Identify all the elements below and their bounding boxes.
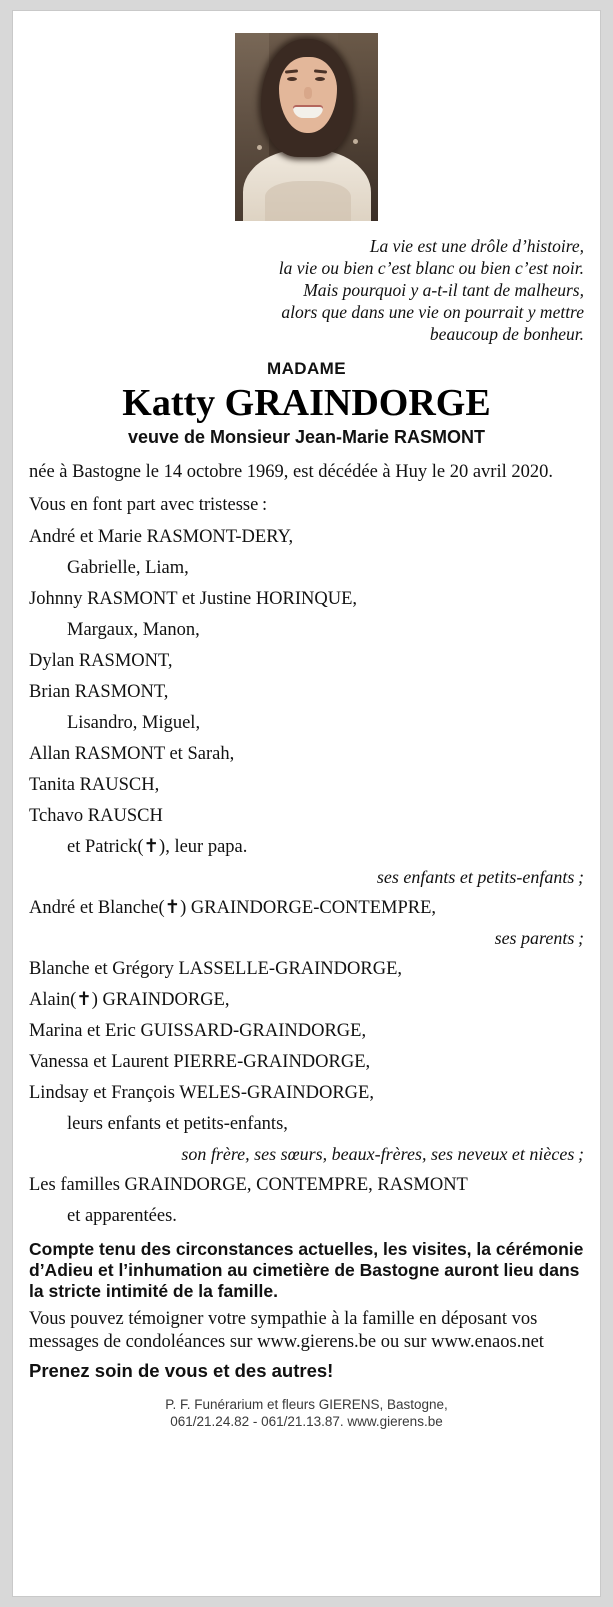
sibling-line: Blanche et Grégory LASSELLE-GRAINDORGE, [29, 959, 403, 979]
family-line: Dylan RASMONT, [29, 651, 173, 671]
deceased-name: Katty GRAINDORGE [122, 382, 491, 424]
parents-line: André et Blanche(✝) GRAINDORGE-CONTEMPRE, [29, 898, 437, 918]
closing-message: Prenez soin de vous et des autres! [29, 1360, 334, 1381]
family-line: Allan RASMONT et Sarah, [29, 744, 235, 764]
condolences-notice: Vous pouvez témoigner votre sympathie à la famille en déposant vos messages de condoléances sur www.gierens.be ou sur www.enaos.net [29, 1309, 544, 1352]
families-line: Les familles GRAINDORGE, CONTEMPRE, RASMONT [29, 1175, 468, 1195]
caption-siblings: son frère, ses sœurs, beaux-frères, ses neveux et nièces ; [181, 1144, 584, 1164]
memorial-card [12, 10, 601, 1597]
sibling-line: Vanessa et Laurent PIERRE-GRAINDORGE, [29, 1052, 371, 1072]
family-line: Lisandro, Miguel, [67, 713, 201, 733]
family-line: Johnny RASMONT et Justine HORINQUE, [29, 589, 358, 609]
family-line: Tchavo RAUSCH [29, 806, 163, 826]
family-line: Tanita RAUSCH, [29, 775, 160, 795]
portrait-photo [235, 33, 378, 221]
family-line: Gabrielle, Liam, [67, 558, 189, 578]
sibling-line: Marina et Eric GUISSARD-GRAINDORGE, [29, 1021, 367, 1041]
caption-children: ses enfants et petits-enfants ; [376, 867, 584, 887]
spouse-line: veuve de Monsieur Jean-Marie RASMONT [127, 427, 486, 447]
portrait-container [29, 33, 584, 221]
family-line: et Patrick(✝), leur papa. [67, 837, 248, 857]
announcement-line: Vous en font part avec tristesse : [29, 495, 268, 515]
footer-line: P. F. Funérarium et fleurs GIERENS, Bastogne, [165, 1397, 448, 1412]
poem-line: alors que dans une vie on pourrait y mettre [281, 302, 584, 322]
honorific: MADAME [267, 359, 346, 378]
sibling-line: Lindsay et François WELES-GRAINDORGE, [29, 1083, 374, 1103]
families-line: et apparentées. [67, 1206, 177, 1226]
poem-line: La vie est une drôle d’histoire, [369, 236, 584, 256]
sibling-line: leurs enfants et petits-enfants, [67, 1114, 288, 1134]
poem [29, 235, 584, 345]
poem-line: la vie ou bien c’est blanc ou bien c’est noir. [278, 258, 584, 278]
sibling-line: Alain(✝) GRAINDORGE, [29, 990, 230, 1010]
poem-line: beaucoup de bonheur. [429, 324, 584, 344]
ceremony-notice: Compte tenu des circonstances actuelles, les visites, la cérémonie d’Adieu et l’inhumation au cimetière de Bastogne auront lieu dans la stricte intimité de la famille. [29, 1239, 584, 1301]
birth-death-line: née à Bastogne le 14 octobre 1969, est décédée à Huy le 20 avril 2020. [29, 462, 553, 482]
poem-line: Mais pourquoi y a-t-il tant de malheurs, [303, 280, 584, 300]
footer-line: 061/21.24.82 - 061/21.13.87. www.gierens.be [170, 1414, 443, 1429]
footer [29, 1396, 584, 1430]
family-line: Margaux, Manon, [67, 620, 200, 640]
family-line: Brian RASMONT, [29, 682, 169, 702]
caption-parents: ses parents ; [494, 928, 584, 948]
family-line: André et Marie RASMONT-DERY, [29, 527, 294, 547]
